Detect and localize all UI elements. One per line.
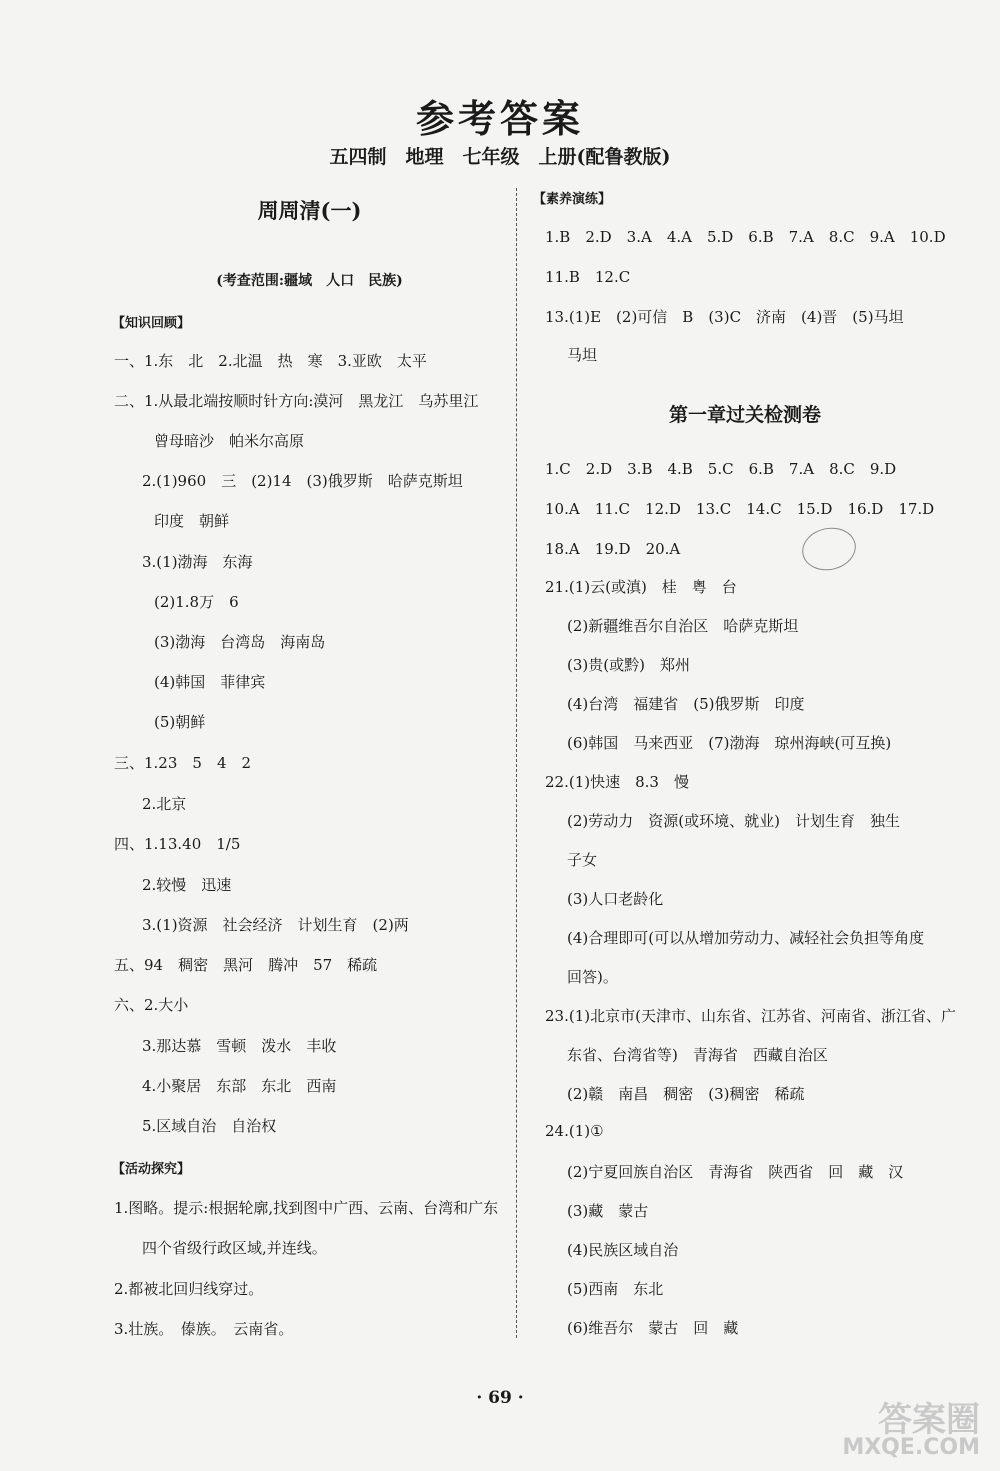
test-line: (6)韩国 马来西亚 (7)渤海 琼州海峡(可互换) bbox=[567, 734, 892, 752]
test-line: 1.C 2.D 3.B 4.B 5.C 6.B 7.A 8.C 9.D bbox=[545, 460, 897, 478]
answer-line: 四、1.13.40 1/5 bbox=[114, 835, 241, 853]
answer-line: 3.那达慕 雪顿 泼水 丰收 bbox=[142, 1037, 337, 1055]
activity-line: 1.图略。提示:根据轮廓,找到图中广西、云南、台湾和广东 bbox=[114, 1199, 499, 1217]
stamp-mark bbox=[798, 523, 860, 575]
watermark-logo-text: 答案圈 bbox=[878, 1400, 980, 1440]
test-line: 21.(1)云(或滇) 桂 粤 台 bbox=[545, 578, 737, 596]
practice-line: 13.(1)E (2)可信 B (3)C 济南 (4)晋 (5)马坦 bbox=[545, 308, 904, 326]
test-line: (2)劳动力 资源(或环境、就业) 计划生育 独生 bbox=[567, 812, 900, 830]
answer-line: 印度 朝鲜 bbox=[154, 512, 230, 530]
page-title: 参考答案 bbox=[415, 96, 584, 141]
test-line: (4)民族区域自治 bbox=[567, 1241, 679, 1259]
answer-line: (5)朝鲜 bbox=[154, 713, 206, 731]
answer-line: (3)渤海 台湾岛 海南岛 bbox=[154, 633, 326, 651]
test-line: 回答)。 bbox=[567, 968, 618, 986]
activity-line: 四个省级行政区域,并连线。 bbox=[142, 1239, 327, 1257]
answer-line: 三、1.23 5 4 2 bbox=[114, 754, 252, 772]
answer-line: 六、2.大小 bbox=[114, 996, 189, 1014]
test-line: (2)新疆维吾尔自治区 哈萨克斯坦 bbox=[567, 617, 799, 635]
answer-line: 2.北京 bbox=[142, 795, 187, 813]
tag-activity: 【活动探究】 bbox=[112, 1162, 191, 1177]
answer-line: (2)1.8万 6 bbox=[154, 593, 239, 611]
answer-line: 2.(1)960 三 (2)14 (3)俄罗斯 哈萨克斯坦 bbox=[142, 472, 463, 490]
test-line: 18.A 19.D 20.A bbox=[545, 540, 681, 558]
answer-line: 二、1.从最北端按顺时针方向:漠河 黑龙江 乌苏里江 bbox=[114, 392, 479, 410]
test-line: (2)赣 南昌 稠密 (3)稠密 稀疏 bbox=[567, 1085, 805, 1103]
answer-line: 4.小聚居 东部 东北 西南 bbox=[142, 1077, 337, 1095]
test-line: (3)人口老龄化 bbox=[567, 890, 664, 908]
answer-line: 一、1.东 北 2.北温 热 寒 3.亚欧 太平 bbox=[114, 352, 427, 370]
test-line: 10.A 11.C 12.D 13.C 14.C 15.D 16.D 17.D bbox=[545, 500, 935, 518]
answer-line: 3.(1)渤海 东海 bbox=[142, 553, 253, 571]
test-line: (2)宁夏回族自治区 青海省 陕西省 回 藏 汉 bbox=[567, 1163, 904, 1181]
test-line: 子女 bbox=[567, 851, 598, 869]
tag-knowledge-review: 【知识回顾】 bbox=[112, 316, 191, 331]
test-line: (3)贵(或黔) 郑州 bbox=[567, 656, 690, 674]
test-line: (4)合理即可(可以从增加劳动力、减轻社会负担等角度 bbox=[567, 929, 925, 947]
practice-line: 1.B 2.D 3.A 4.A 5.D 6.B 7.A 8.C 9.A 10.D bbox=[545, 228, 946, 246]
watermark-logo bbox=[842, 1400, 980, 1460]
scope-note: (考查范围:疆域 人口 民族) bbox=[216, 273, 403, 289]
test-line: 22.(1)快速 8.3 慢 bbox=[545, 773, 689, 791]
test-line: (3)藏 蒙古 bbox=[567, 1202, 649, 1220]
activity-line: 2.都被北回归线穿过。 bbox=[114, 1280, 264, 1298]
watermark-domain: MXQE.COM bbox=[842, 1435, 980, 1460]
answer-line: 5.区域自治 自治权 bbox=[142, 1117, 277, 1135]
test-line: 东省、台湾省等) 青海省 西藏自治区 bbox=[567, 1046, 828, 1064]
practice-line: 11.B 12.C bbox=[545, 268, 631, 286]
practice-line: 马坦 bbox=[567, 346, 598, 364]
answer-line: 曾母暗沙 帕米尔高原 bbox=[154, 432, 305, 450]
answer-line: 2.较慢 迅速 bbox=[142, 876, 232, 894]
section-title-weekly: 周周清(一) bbox=[257, 198, 362, 223]
answer-line: 3.(1)资源 社会经济 计划生育 (2)两 bbox=[142, 916, 409, 934]
test-line: 23.(1)北京市(天津市、山东省、江苏省、河南省、浙江省、广 bbox=[545, 1007, 956, 1025]
page-subtitle: 五四制 地理 七年级 上册(配鲁教版) bbox=[329, 146, 671, 168]
test-line: 24.(1)① bbox=[545, 1122, 604, 1140]
test-line: (4)台湾 福建省 (5)俄罗斯 印度 bbox=[567, 695, 805, 713]
answer-line: (4)韩国 菲律宾 bbox=[154, 673, 266, 691]
activity-line: 3.壮族。 傣族。 云南省。 bbox=[114, 1320, 294, 1338]
answer-line: 五、94 稠密 黑河 腾冲 57 稀疏 bbox=[114, 956, 378, 974]
section-title-chapter-test: 第一章过关检测卷 bbox=[668, 404, 821, 426]
column-divider bbox=[516, 188, 517, 1338]
page-number: · 69 · bbox=[476, 1388, 524, 1408]
test-line: (6)维吾尔 蒙古 回 藏 bbox=[567, 1319, 739, 1337]
test-line: (5)西南 东北 bbox=[567, 1280, 664, 1298]
tag-practice: 【素养演练】 bbox=[533, 192, 612, 207]
